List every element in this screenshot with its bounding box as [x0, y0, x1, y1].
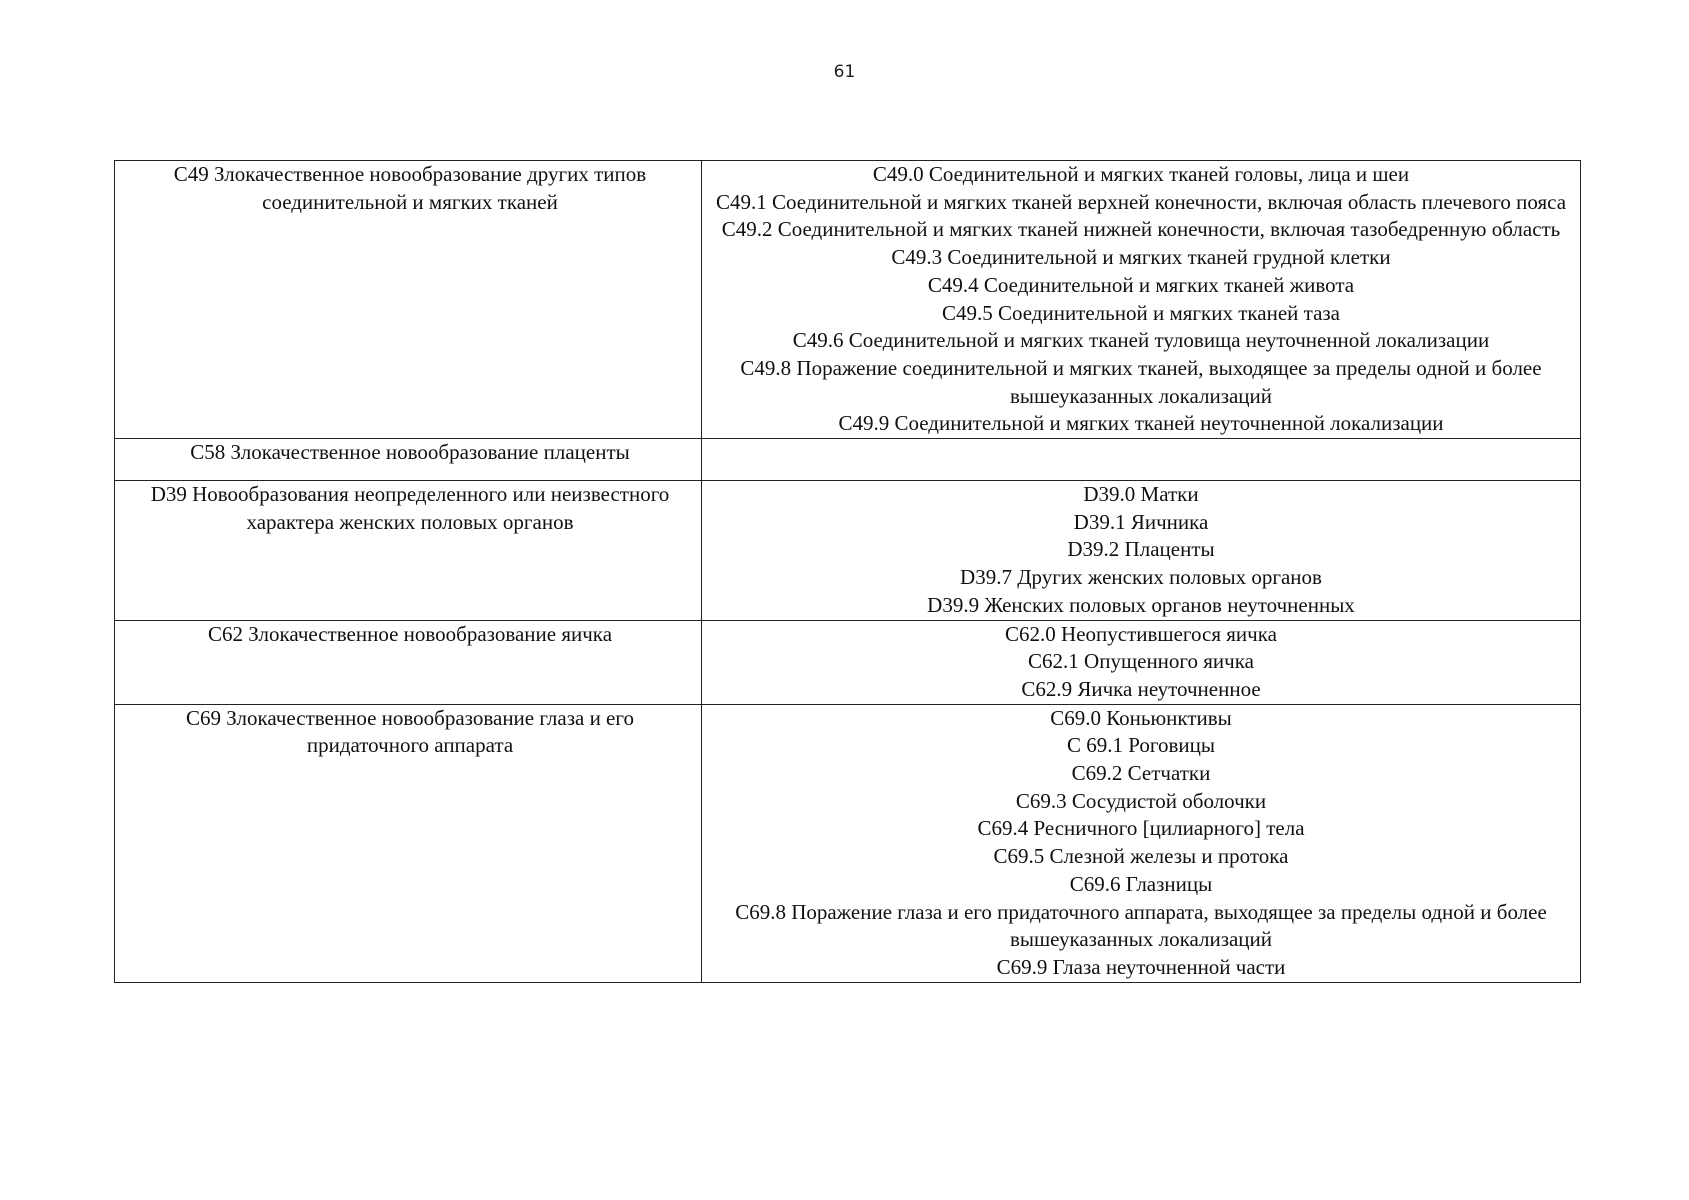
subcategory-item: С69.0 Коньюнктивы: [1050, 705, 1232, 730]
subcategory-item: С49.1 Соединительной и мягких тканей верхней конечности, включая область плечевого пояса: [715, 189, 1567, 214]
subcategory-item: С49.6 Соединительной и мягких тканей туловища неуточненной локализации: [792, 328, 1490, 353]
category-cell: [115, 161, 702, 439]
table-row: [115, 704, 1581, 982]
subcategory-item: С49.3 Соединительной и мягких тканей грудной клетки: [891, 245, 1391, 270]
subcategory-cell: [702, 704, 1581, 982]
category-cell: [115, 620, 702, 704]
category-cell: [115, 481, 702, 621]
category-cell: [115, 439, 702, 481]
category-text: С58 Злокачественное новообразование плаценты: [190, 440, 630, 465]
subcategory-item: С69.6 Глазницы: [1069, 871, 1213, 896]
subcategory-item: С69.5 Слезной железы и протока: [993, 844, 1289, 869]
subcategory-item: D39.1 Яичника: [1073, 509, 1209, 534]
subcategory-item: С62.0 Неопустившегося яичка: [1005, 621, 1277, 646]
subcategory-item: С69.4 Ресничного [цилиарного] тела: [977, 816, 1305, 841]
subcategory-cell: [702, 439, 1581, 481]
page-number: 61: [833, 62, 856, 82]
subcategory-item: D39.0 Матки: [1083, 482, 1199, 507]
category-cell: [115, 704, 702, 982]
subcategory-item: С69.3 Сосудистой оболочки: [1015, 788, 1267, 813]
subcategory-item: С 69.1 Роговицы: [1066, 733, 1215, 758]
subcategory-item: D39.9 Женских половых органов неуточненных: [927, 592, 1355, 617]
category-text: С49 Злокачественное новообразование других типов соединительной и мягких тканей: [173, 162, 647, 214]
subcategory-cell: [702, 161, 1581, 439]
subcategory-item: D39.7 Других женских половых органов: [960, 565, 1322, 590]
subcategory-item: С49.2 Соединительной и мягких тканей нижней конечности, включая тазобедренную область: [721, 217, 1561, 242]
subcategory-item: С49.5 Соединительной и мягких тканей таза: [941, 300, 1341, 325]
category-text: С62 Злокачественное новообразование яичка: [207, 621, 613, 646]
subcategory-item: С49.9 Соединительной и мягких тканей неуточненной локализации: [838, 411, 1444, 436]
subcategory-cell: [702, 620, 1581, 704]
category-text: С69 Злокачественное новообразование глаза и его придаточного аппарата: [186, 705, 634, 758]
subcategory-item: С69.8 Поражение глаза и его придаточного аппарата, выходящее за пределы одной и более вышеуказанных локализаций: [735, 899, 1547, 952]
subcategory-cell: [702, 481, 1581, 621]
category-text: D39 Новообразования неопределенного или неизвестного характера женских половых органов: [150, 482, 670, 534]
subcategory-item: С49.4 Соединительной и мягких тканей живота: [927, 272, 1355, 297]
subcategory-item: С69.9 Глаза неуточненной части: [996, 954, 1286, 979]
subcategory-item: D39.2 Плаценты: [1067, 537, 1215, 562]
diagnosis-code-table: [114, 160, 1581, 983]
subcategory-item: С49.0 Соединительной и мягких тканей головы, лица и шеи: [872, 162, 1410, 186]
table-row: [115, 481, 1581, 621]
subcategory-item: С62.1 Опущенного яичка: [1028, 649, 1254, 674]
table-row: [115, 161, 1581, 439]
table-row: [115, 439, 1581, 481]
subcategory-item: С49.8 Поражение соединительной и мягких тканей, выходящее за пределы одной и более вышеуказанных локализаций: [740, 355, 1542, 408]
subcategory-item: С69.2 Сетчатки: [1071, 761, 1211, 786]
subcategory-item: С62.9 Яичка неуточненное: [1021, 676, 1261, 701]
table-row: [115, 620, 1581, 704]
